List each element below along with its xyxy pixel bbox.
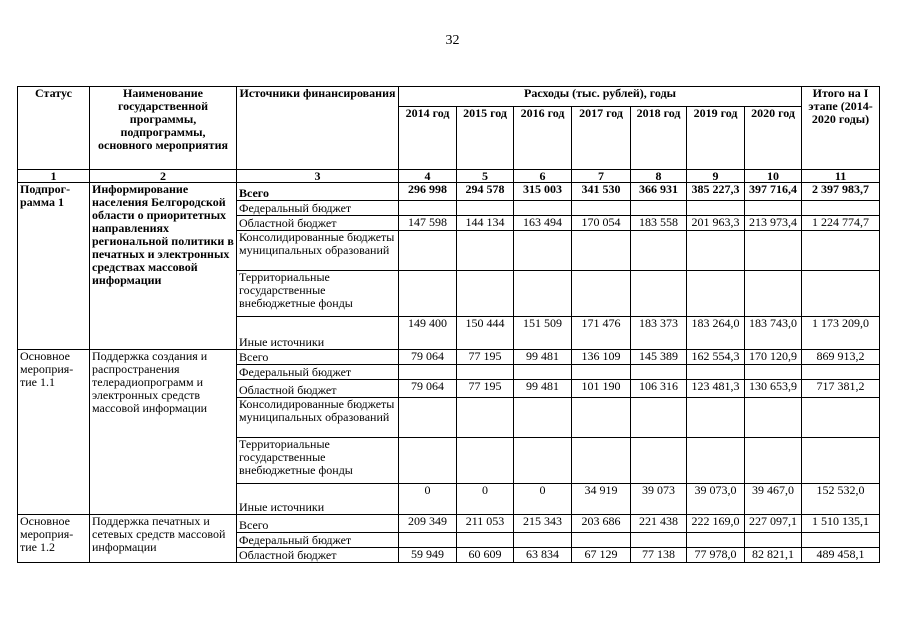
amount-cell: 1 173 209,0 xyxy=(802,317,880,350)
amount-cell: 489 458,1 xyxy=(802,548,880,563)
amount-cell: 150 444 xyxy=(457,317,514,350)
funding-source: Территориальные государственные внебюджетные фонды xyxy=(237,271,399,317)
amount-cell xyxy=(514,438,572,484)
column-number: 5 xyxy=(457,170,514,183)
amount-cell xyxy=(572,398,631,438)
amount-cell xyxy=(745,231,802,271)
amount-cell xyxy=(631,201,687,216)
header-year-2017: 2017 год xyxy=(572,107,631,170)
amount-cell: 147 598 xyxy=(399,216,457,231)
header-year-2016: 2016 год xyxy=(514,107,572,170)
amount-cell xyxy=(572,533,631,548)
amount-cell xyxy=(802,398,880,438)
amount-cell xyxy=(514,533,572,548)
column-number: 6 xyxy=(514,170,572,183)
amount-cell xyxy=(745,201,802,216)
amount-cell xyxy=(631,271,687,317)
column-number: 7 xyxy=(572,170,631,183)
funding-source: Областной бюджет xyxy=(237,548,399,563)
amount-cell: 294 578 xyxy=(457,183,514,201)
amount-cell: 0 xyxy=(399,484,457,515)
amount-cell: 130 653,9 xyxy=(745,380,802,398)
amount-cell: 170 054 xyxy=(572,216,631,231)
amount-cell xyxy=(514,201,572,216)
column-number: 10 xyxy=(745,170,802,183)
funding-source: Федеральный бюджет xyxy=(237,201,399,216)
funding-source: Иные источники xyxy=(237,317,399,350)
amount-cell xyxy=(399,365,457,380)
amount-cell xyxy=(631,438,687,484)
amount-cell xyxy=(514,398,572,438)
funding-source: Консолидированные бюджеты муниципальных образований xyxy=(237,231,399,271)
amount-cell xyxy=(457,271,514,317)
amount-cell xyxy=(572,201,631,216)
header-year-2019: 2019 год xyxy=(687,107,745,170)
amount-cell: 0 xyxy=(457,484,514,515)
amount-cell xyxy=(457,533,514,548)
amount-cell: 99 481 xyxy=(514,380,572,398)
amount-cell xyxy=(399,398,457,438)
funding-source: Федеральный бюджет xyxy=(237,533,399,548)
row-status: Основное мероприя-тие 1.1 xyxy=(18,350,90,515)
amount-cell xyxy=(572,231,631,271)
amount-cell xyxy=(802,365,880,380)
amount-cell: 1 224 774,7 xyxy=(802,216,880,231)
header-status: Статус xyxy=(18,87,90,170)
row-program-name: Поддержка создания и распространения телерадиопрограмм и электронных средств массовой информации xyxy=(90,350,237,515)
amount-cell: 183 373 xyxy=(631,317,687,350)
amount-cell xyxy=(399,231,457,271)
amount-cell xyxy=(399,533,457,548)
header-year-2018: 2018 год xyxy=(631,107,687,170)
amount-cell: 82 821,1 xyxy=(745,548,802,563)
amount-cell: 77 195 xyxy=(457,350,514,365)
amount-cell xyxy=(745,533,802,548)
amount-cell: 39 467,0 xyxy=(745,484,802,515)
amount-cell: 366 931 xyxy=(631,183,687,201)
amount-cell: 152 532,0 xyxy=(802,484,880,515)
header-year-2015: 2015 год xyxy=(457,107,514,170)
column-number: 3 xyxy=(237,170,399,183)
amount-cell: 869 913,2 xyxy=(802,350,880,365)
amount-cell xyxy=(687,398,745,438)
amount-cell xyxy=(802,533,880,548)
amount-cell: 99 481 xyxy=(514,350,572,365)
amount-cell: 162 554,3 xyxy=(687,350,745,365)
amount-cell xyxy=(514,231,572,271)
funding-source: Иные источники xyxy=(237,484,399,515)
amount-cell: 77 978,0 xyxy=(687,548,745,563)
header-program-name: Наименование государственной программы, подпрограммы, основного мероприятия xyxy=(90,87,237,170)
amount-cell xyxy=(457,438,514,484)
amount-cell xyxy=(687,231,745,271)
amount-cell xyxy=(802,271,880,317)
table-row xyxy=(18,515,880,533)
funding-source: Территориальные государственные внебюджетные фонды xyxy=(237,438,399,484)
amount-cell: 60 609 xyxy=(457,548,514,563)
amount-cell: 1 510 135,1 xyxy=(802,515,880,533)
amount-cell: 123 481,3 xyxy=(687,380,745,398)
amount-cell: 2 397 983,7 xyxy=(802,183,880,201)
amount-cell xyxy=(802,201,880,216)
amount-cell xyxy=(687,271,745,317)
column-number: 1 xyxy=(18,170,90,183)
amount-cell: 227 097,1 xyxy=(745,515,802,533)
amount-cell: 34 919 xyxy=(572,484,631,515)
amount-cell: 0 xyxy=(514,484,572,515)
amount-cell xyxy=(631,533,687,548)
amount-cell: 315 003 xyxy=(514,183,572,201)
amount-cell: 183 558 xyxy=(631,216,687,231)
amount-cell xyxy=(631,398,687,438)
row-program-name: Информирование населения Белгородской области о приоритетных направлениях региональной политики в печатных и электронных средствах массовой информации xyxy=(90,183,237,350)
amount-cell: 201 963,3 xyxy=(687,216,745,231)
amount-cell: 163 494 xyxy=(514,216,572,231)
amount-cell: 145 389 xyxy=(631,350,687,365)
page-number: 32 xyxy=(445,33,460,48)
amount-cell xyxy=(399,438,457,484)
amount-cell: 203 686 xyxy=(572,515,631,533)
funding-source: Областной бюджет xyxy=(237,380,399,398)
amount-cell xyxy=(631,365,687,380)
amount-cell: 170 120,9 xyxy=(745,350,802,365)
amount-cell xyxy=(399,271,457,317)
amount-cell: 215 343 xyxy=(514,515,572,533)
amount-cell xyxy=(687,533,745,548)
amount-cell: 106 316 xyxy=(631,380,687,398)
amount-cell: 171 476 xyxy=(572,317,631,350)
amount-cell: 101 190 xyxy=(572,380,631,398)
header-year-2014: 2014 год xyxy=(399,107,457,170)
amount-cell xyxy=(572,365,631,380)
amount-cell xyxy=(399,201,457,216)
amount-cell xyxy=(572,438,631,484)
amount-cell xyxy=(802,231,880,271)
amount-cell xyxy=(457,231,514,271)
amount-cell xyxy=(514,365,572,380)
budget-table xyxy=(17,86,880,563)
amount-cell: 296 998 xyxy=(399,183,457,201)
amount-cell: 717 381,2 xyxy=(802,380,880,398)
table-row xyxy=(18,183,880,201)
row-program-name: Поддержка печатных и сетевых средств массовой информации xyxy=(90,515,237,563)
amount-cell: 39 073,0 xyxy=(687,484,745,515)
header-expenses: Расходы (тыс. рублей), годы xyxy=(399,87,802,107)
amount-cell: 63 834 xyxy=(514,548,572,563)
column-number: 9 xyxy=(687,170,745,183)
amount-cell: 77 195 xyxy=(457,380,514,398)
amount-cell: 341 530 xyxy=(572,183,631,201)
amount-cell: 183 743,0 xyxy=(745,317,802,350)
funding-source: Областной бюджет xyxy=(237,216,399,231)
amount-cell: 211 053 xyxy=(457,515,514,533)
amount-cell xyxy=(457,398,514,438)
header-total: Итого на I этапе (2014-2020 годы) xyxy=(802,87,880,170)
amount-cell: 397 716,4 xyxy=(745,183,802,201)
funding-source: Консолидированные бюджеты муниципальных образований xyxy=(237,398,399,438)
header-sources: Источники финансирования xyxy=(237,87,399,170)
amount-cell: 79 064 xyxy=(399,380,457,398)
amount-cell: 222 169,0 xyxy=(687,515,745,533)
funding-source: Всего xyxy=(237,515,399,533)
row-status: Основное мероприя-тие 1.2 xyxy=(18,515,90,563)
amount-cell xyxy=(687,201,745,216)
amount-cell: 385 227,3 xyxy=(687,183,745,201)
amount-cell xyxy=(572,271,631,317)
amount-cell: 151 509 xyxy=(514,317,572,350)
funding-source: Федеральный бюджет xyxy=(237,365,399,380)
funding-source: Всего xyxy=(237,350,399,365)
amount-cell: 183 264,0 xyxy=(687,317,745,350)
amount-cell xyxy=(457,365,514,380)
amount-cell xyxy=(745,365,802,380)
column-number: 4 xyxy=(399,170,457,183)
amount-cell xyxy=(631,231,687,271)
header-year-2020: 2020 год xyxy=(745,107,802,170)
amount-cell xyxy=(687,365,745,380)
amount-cell: 221 438 xyxy=(631,515,687,533)
amount-cell xyxy=(514,271,572,317)
amount-cell xyxy=(745,271,802,317)
amount-cell: 209 349 xyxy=(399,515,457,533)
amount-cell xyxy=(457,201,514,216)
amount-cell: 79 064 xyxy=(399,350,457,365)
amount-cell xyxy=(802,438,880,484)
amount-cell: 144 134 xyxy=(457,216,514,231)
column-number: 11 xyxy=(802,170,880,183)
column-number: 2 xyxy=(90,170,237,183)
amount-cell xyxy=(745,398,802,438)
column-number: 8 xyxy=(631,170,687,183)
amount-cell: 77 138 xyxy=(631,548,687,563)
amount-cell: 59 949 xyxy=(399,548,457,563)
amount-cell: 136 109 xyxy=(572,350,631,365)
funding-source: Всего xyxy=(237,183,399,201)
amount-cell xyxy=(745,438,802,484)
amount-cell xyxy=(687,438,745,484)
amount-cell: 213 973,4 xyxy=(745,216,802,231)
amount-cell: 67 129 xyxy=(572,548,631,563)
table-row xyxy=(18,350,880,365)
amount-cell: 39 073 xyxy=(631,484,687,515)
amount-cell: 149 400 xyxy=(399,317,457,350)
row-status: Подпрог-рамма 1 xyxy=(18,183,90,350)
